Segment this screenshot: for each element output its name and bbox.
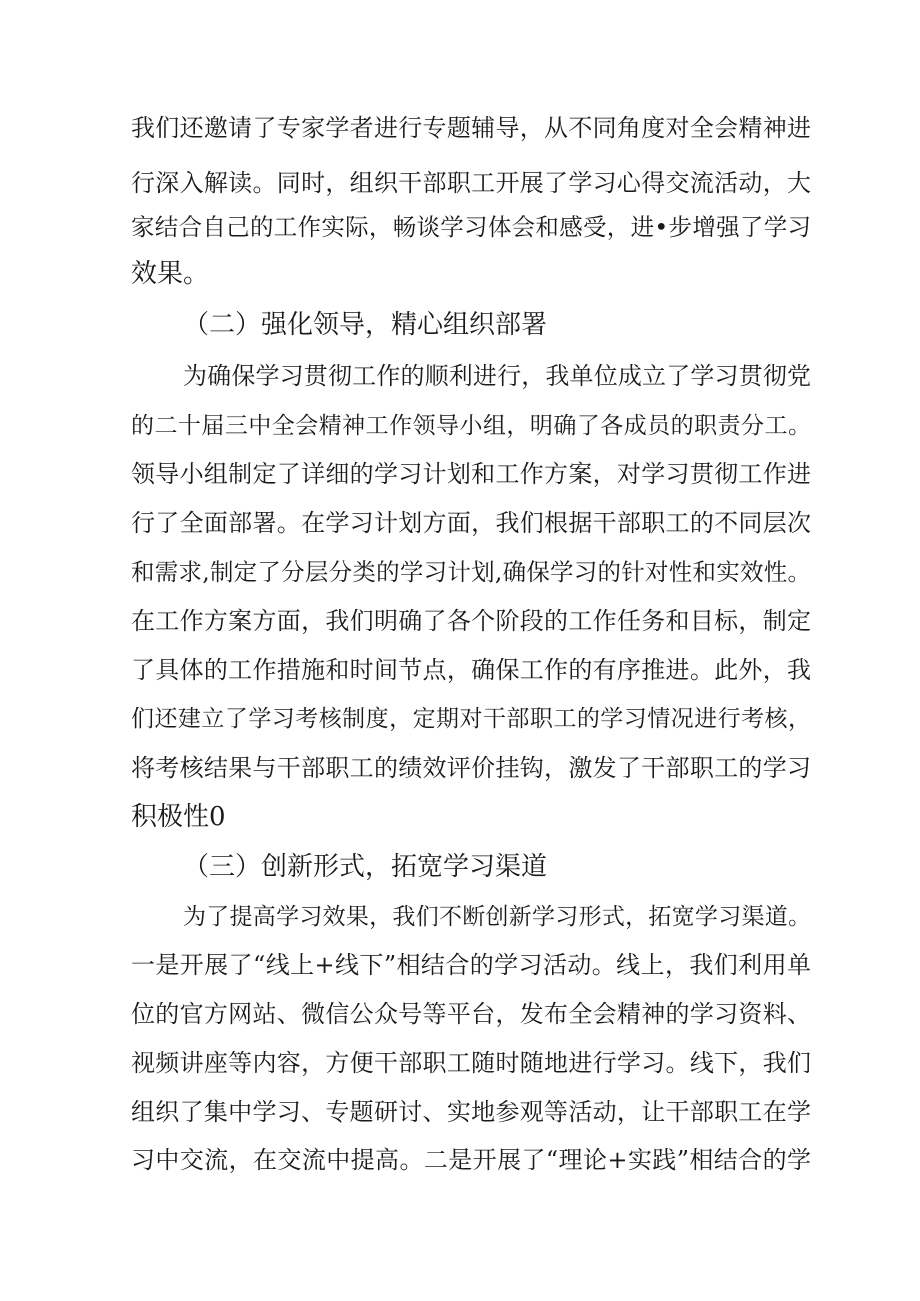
body-text-line: 了具体的工作措施和时间节点，确保工作的有序推进。此外，我 <box>131 656 811 684</box>
body-text-line: 们还建立了学习考核制度，定期对干部职工的学习情况进行考核， <box>131 706 811 732</box>
body-text-line: 视频讲座等内容，方便干部职工随时随地进行学习。线下，我们 <box>131 1049 811 1077</box>
section-heading-3: （三）创新形式，拓宽学习渠道 <box>183 852 548 882</box>
body-text-line: 在工作方案方面，我们明确了各个阶段的工作任务和目标，制定 <box>131 607 811 635</box>
body-text-line: 为确保学习贯彻工作的顺利进行，我单位成立了学习贯彻党 <box>183 362 811 390</box>
body-text-line: 效果。 <box>131 259 210 289</box>
body-text-line: 积极性0 <box>131 802 226 832</box>
body-text-line: 一是开展了“线上+线下”相结合的学习活动。线上，我们利用单 <box>131 951 811 979</box>
body-text-line: 组织了集中学习、专题研讨、实地参观等活动，让干部职工在学 <box>131 1098 811 1126</box>
section-heading-2: （二）强化领导，精心组织部署 <box>183 310 548 340</box>
body-text-line: 行深入解读。同时，组织干部职工开展了学习心得交流活动，大 <box>131 169 811 197</box>
body-text-line: 的二十届三中全会精神工作领导小组，明确了各成员的职责分工。 <box>131 413 811 439</box>
body-text-line: 领导小组制定了详细的学习计划和工作方案，对学习贯彻工作进 <box>131 460 811 488</box>
body-text-line: 行了全面部署。在学习计划方面，我们根据干部职工的不同层次 <box>131 509 811 537</box>
body-text-line: 习中交流，在交流中提高。二是开展了“理论+实践”相结合的学 <box>131 1146 811 1174</box>
body-text-line: 为了提高学习效果，我们不断创新学习形式，拓宽学习渠道。 <box>183 904 811 930</box>
body-text-line: 位的官方网站、微信公众号等平台，发布全会精神的学习资料、 <box>131 1000 811 1028</box>
body-text-line: 和需求,制定了分层分类的学习计划,确保学习的针对性和实效性。 <box>131 558 811 586</box>
body-text-line: 家结合自己的工作实际，畅谈学习体会和感受，进•步增强了学习 <box>131 213 811 241</box>
body-text-line: 我们还邀请了专家学者进行专题辅导，从不同角度对全会精神进 <box>131 114 811 142</box>
body-text-line: 将考核结果与干部职工的绩效评价挂钩，激发了干部职工的学习 <box>131 754 811 782</box>
